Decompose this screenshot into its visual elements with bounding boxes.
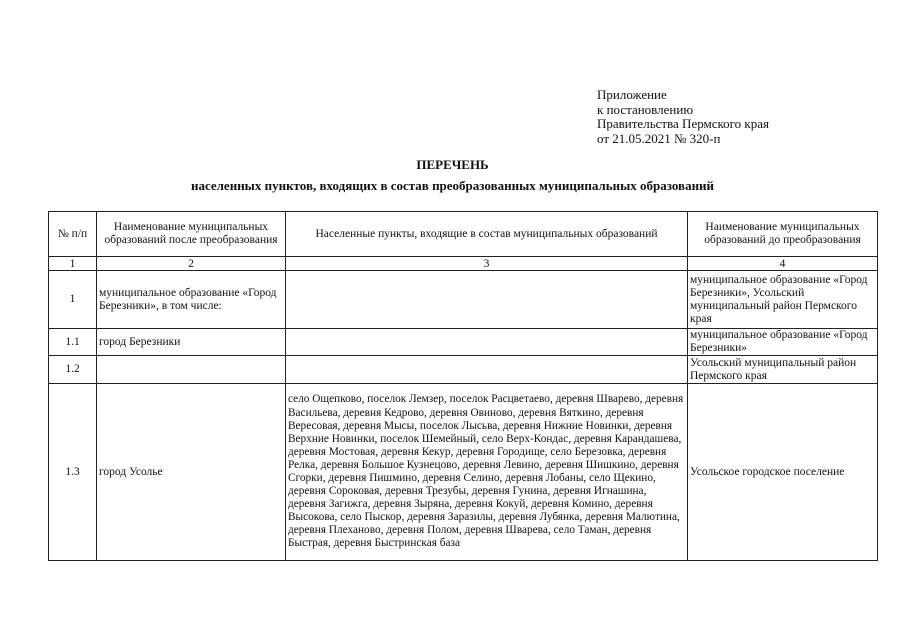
appendix-block <box>597 88 769 146</box>
row-after: город Усолье <box>97 384 286 561</box>
header-number: № п/п <box>49 212 97 257</box>
column-number: 3 <box>286 257 688 271</box>
header-before: Наименование муниципальных образований до преобразования <box>688 212 878 257</box>
document-title: ПЕРЕЧЕНЬ <box>416 157 489 172</box>
row-before: муниципальное образование «Город Березники», Усольский муниципальный район Пермского края <box>688 271 878 329</box>
column-number-row <box>49 257 878 271</box>
table-row <box>49 384 878 561</box>
row-number: 1.2 <box>49 356 97 384</box>
settlements-table <box>48 211 878 561</box>
row-after: город Березники <box>97 329 286 356</box>
appendix-line-2: к постановлению <box>597 101 694 117</box>
table-row <box>49 356 878 384</box>
row-number: 1 <box>49 271 97 329</box>
row-settlements: село Ощепково, поселок Лемзер, поселок Расцветаево, деревня Шварево, деревня Васильева, деревня Кедрово, деревня Овиново, деревня Вяткино, деревня Вересовая, деревня Мысы, поселок Лысьва, деревня Нижние Новинки, деревня Верхние Новинки, поселок Шемейный, село Верх-Кондас, деревня Карандашева, деревня Мостовая, деревня Кекур, деревня Городище, село Березовка, деревня Релка, деревня Большое Кузнецово, деревня Левино, деревня Шишкино, деревня Сгорки, деревня Пишмино, деревня Селино, деревня Лобаны, село Щекино, деревня Сороковая, деревня Трезубы, деревня Гунина, деревня Игнашина, деревня Загижга, деревня Зыряна, деревня Кокуй, деревня Комино, деревня Высокова, село Пыскор, деревня Заразилы, деревня Лубянка, деревня Малютина, деревня Плеханово, деревня Полом, деревня Шварева, село Таман, деревня Быстрая, деревня Быстринская база <box>286 384 688 561</box>
row-number: 1.3 <box>49 384 97 561</box>
table-row <box>49 329 878 356</box>
row-settlements <box>286 329 688 356</box>
appendix-line-1: Приложение <box>597 87 667 102</box>
row-before: Усольский муниципальный район Пермского края <box>688 356 878 384</box>
header-after: Наименование муниципальных образований после преобразования <box>97 212 286 257</box>
appendix-line-4: от 21.05.2021 № 320-п <box>597 130 721 146</box>
row-before: Усольское городское поселение <box>688 384 878 561</box>
column-number: 4 <box>688 257 878 271</box>
row-after <box>97 356 286 384</box>
column-number: 2 <box>97 257 286 271</box>
appendix-line-3: Правительства Пермского края <box>597 116 769 131</box>
table-row <box>49 271 878 329</box>
row-settlements <box>286 356 688 384</box>
row-settlements <box>286 271 688 329</box>
header-row <box>49 212 878 257</box>
column-number: 1 <box>49 257 97 271</box>
row-after: муниципальное образование «Город Березники», в том числе: <box>97 271 286 329</box>
header-settlements: Населенные пункты, входящие в состав муниципальных образований <box>286 212 688 257</box>
row-before: муниципальное образование «Город Березники» <box>688 329 878 356</box>
row-number: 1.1 <box>49 329 97 356</box>
document-subtitle: населенных пунктов, входящих в состав преобразованных муниципальных образований <box>190 178 715 193</box>
